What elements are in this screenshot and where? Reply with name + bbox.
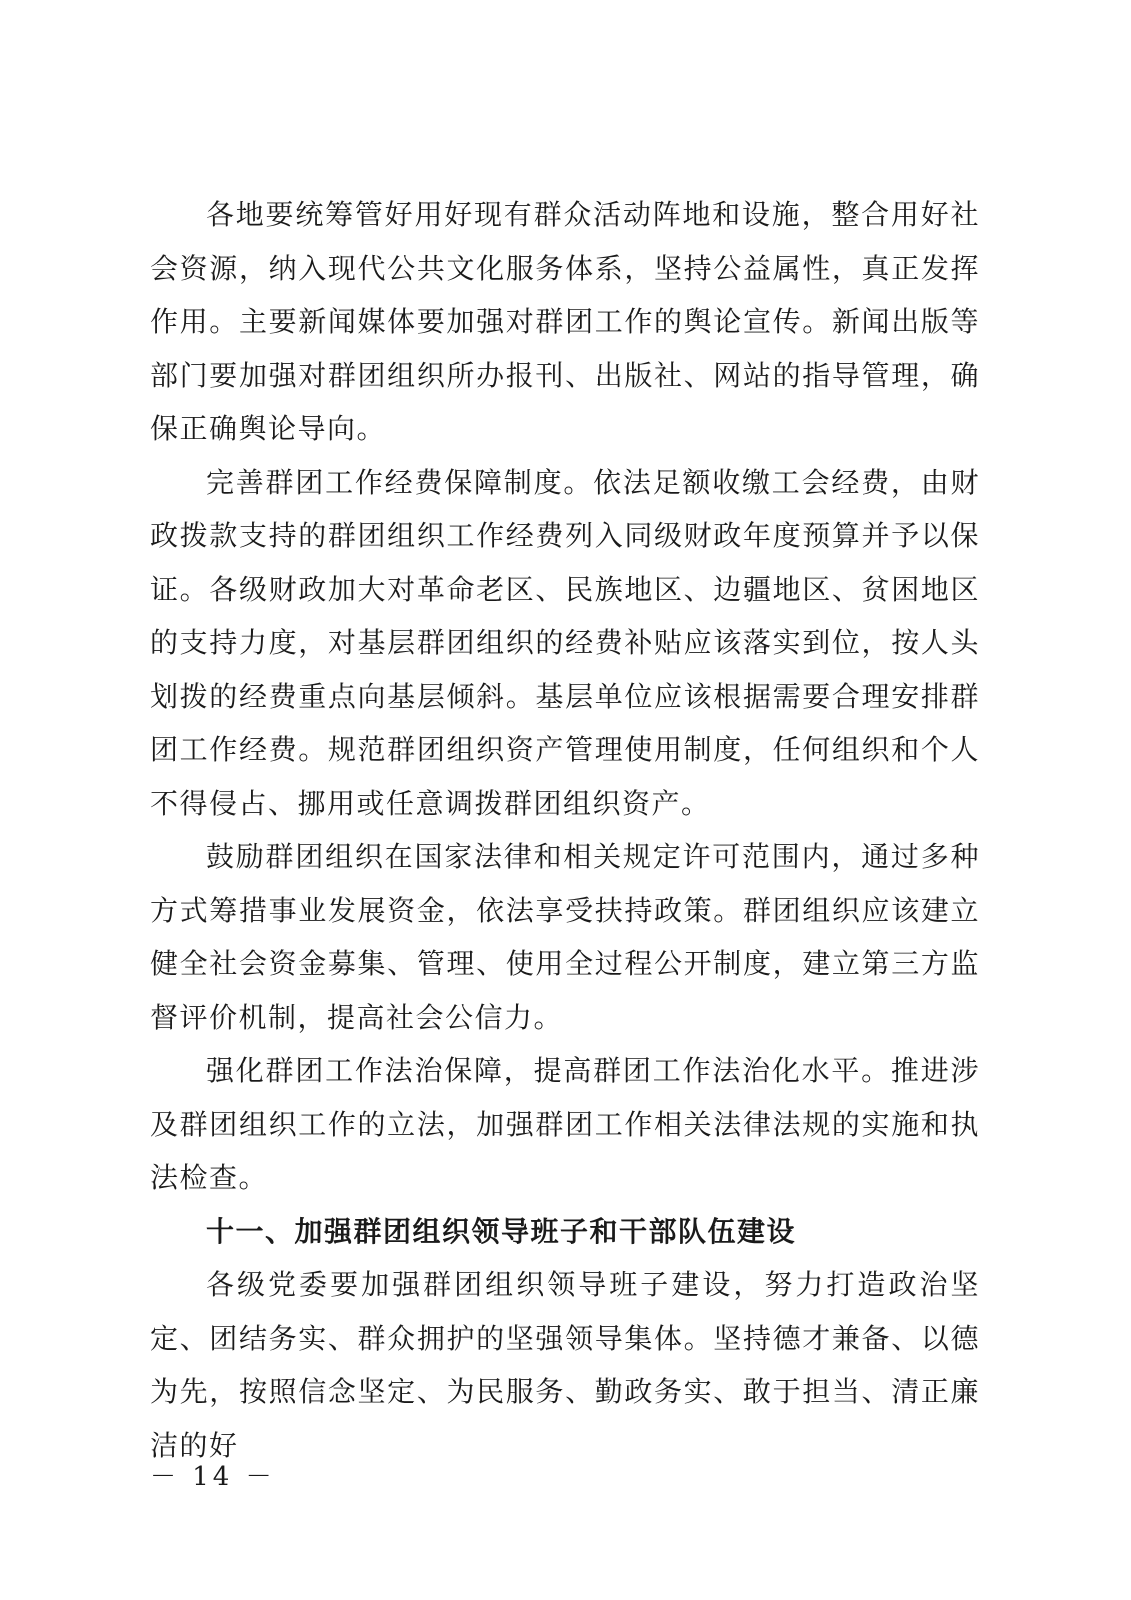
paragraph-funding-guarantee: 完善群团工作经费保障制度。依法足额收缴工会经费，由财政拨款支持的群团组织工作经费列入同级财政年度预算并予以保证。各级财政加大对革命老区、民族地区、边疆地区、贫困地区的支持力度，对基层群团组织的经费补贴应该落实到位，按人头划拨的经费重点向基层倾斜。基层单位应该根据需要合理安排群团工作经费。规范群团组织资产管理使用制度，任何组织和个人不得侵占、挪用或任意调拨群团组织资产。 xyxy=(150,465,980,820)
paragraph-rule-of-law: 强化群团工作法治保障，提高群团工作法治化水平。推进涉及群团组织工作的立法，加强群团工作相关法律法规的实施和执法检查。 xyxy=(150,1054,980,1194)
paragraph-fundraising: 鼓励群团组织在国家法律和相关规定许可范围内，通过多种方式筹措事业发展资金，依法享受扶持政策。群团组织应该建立健全社会资金募集、管理、使用全过程公开制度，建立第三方监督评价机制，提高社会公信力。 xyxy=(150,840,980,1034)
paragraph-leadership-building: 各级党委要加强群团组织领导班子建设，努力打造政治坚定、团结务实、群众拥护的坚强领导集体。坚持德才兼备、以德为先，按照信念坚定、为民服务、勤政务实、敢于担当、清正廉洁的好 xyxy=(150,1268,980,1462)
section-heading: 十一、加强群团组织领导班子和干部队伍建设 xyxy=(206,1214,797,1248)
page-number: － 14 － xyxy=(150,1462,276,1492)
document-body xyxy=(150,188,980,1472)
paragraph-activity-venues: 各地要统筹管好用好现有群众活动阵地和设施，整合用好社会资源，纳入现代公共文化服务体系，坚持公益属性，真正发挥作用。主要新闻媒体要加强对群团工作的舆论宣传。新闻出版等部门要加强对群团组织所办报刊、出版社、网站的指导管理，确保正确舆论导向。 xyxy=(150,198,980,445)
